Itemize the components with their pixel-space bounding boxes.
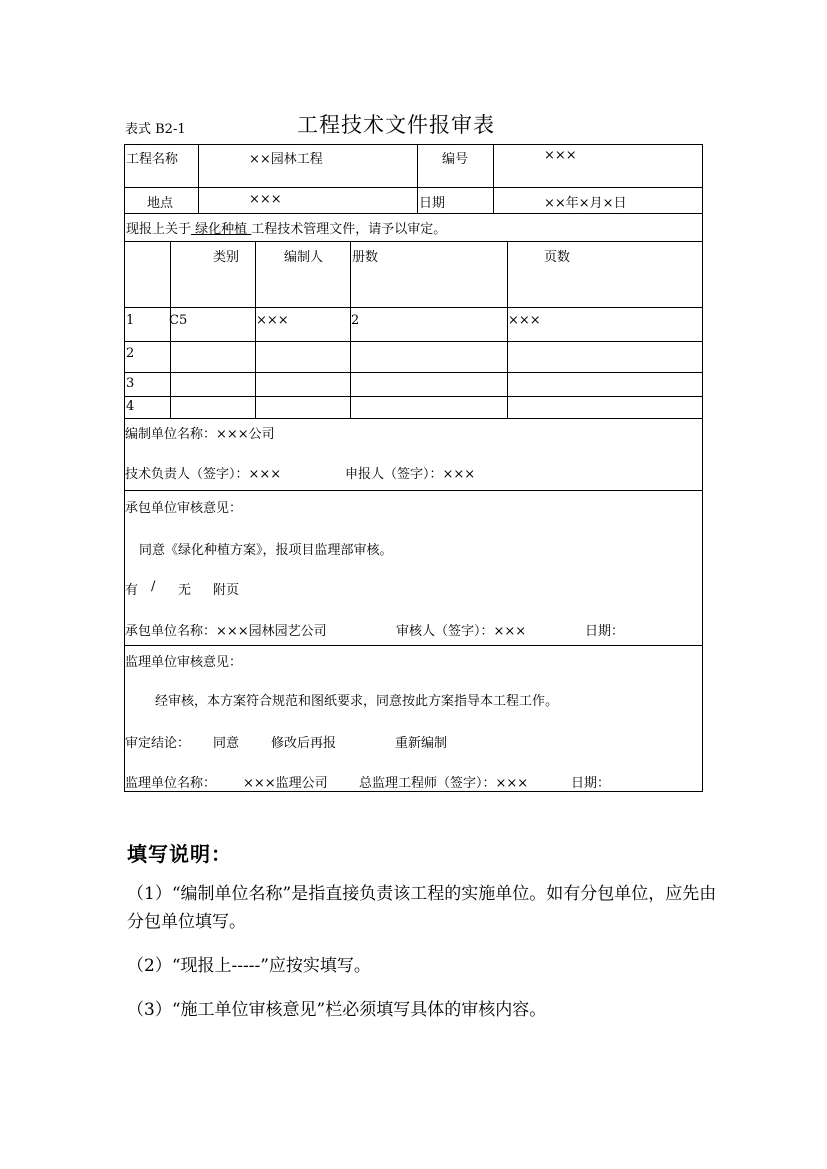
- number-label: 编号: [442, 152, 469, 167]
- contractor-date: 日期：: [585, 624, 625, 639]
- row-pages: ×××: [508, 313, 541, 328]
- note-item: （2）“现报上-----”应按实填写。: [127, 956, 371, 976]
- row-no: 1: [126, 313, 135, 328]
- row-author-cell: [255, 307, 351, 342]
- supervisor-heading: 监理单位审核意见：: [125, 655, 243, 670]
- notes-title: 填写说明：: [127, 842, 232, 866]
- row-author-cell: [255, 396, 351, 419]
- contractor-unit-name: 承包单位名称：×××园林园艺公司: [125, 624, 327, 639]
- note-item: （3）“施工单位审核意见”栏必须填写具体的审核内容。: [127, 1000, 547, 1020]
- row-no: 4: [126, 399, 135, 414]
- location-label-cell: [124, 187, 199, 214]
- row-volumes-cell: [350, 341, 508, 373]
- attachment-separator: /: [151, 579, 156, 594]
- doc-header-volumes: 册数: [352, 250, 379, 265]
- submission-suffix: 工程技术管理文件，请予以审定。: [251, 222, 447, 237]
- row-category-cell: [170, 396, 256, 419]
- supervisor-date: 日期：: [571, 776, 611, 791]
- contractor-reviewer: 审核人（签字）：×××: [396, 624, 527, 639]
- contractor-heading: 承包单位审核意见：: [125, 501, 243, 516]
- number-label-cell: [417, 144, 494, 188]
- row-pages-cell: [507, 341, 703, 373]
- supervisor-opinion: 经审核，本方案符合规范和图纸要求，同意按此方案指导本工程工作。: [155, 694, 559, 709]
- doc-header-author: 编制人: [284, 250, 324, 265]
- table-row: [124, 396, 171, 419]
- supervisor-review-section: [124, 645, 703, 792]
- reporter-signature: 申报人（签字）：×××: [345, 467, 476, 482]
- date-value-cell: [493, 187, 703, 214]
- doc-header-volumes-cell: [350, 241, 508, 308]
- tech-lead-signature: 技术负责人（签字）：×××: [125, 467, 282, 482]
- table-row: [124, 341, 171, 373]
- row-volumes-cell: [350, 307, 508, 342]
- supervisor-unit-value: ×××监理公司: [243, 776, 328, 791]
- doc-header-pages: 页数: [544, 250, 571, 265]
- note-item: （1）“编制单位名称”是指直接负责该工程的实施单位。如有分包单位，应先由分包单位填写。: [127, 884, 717, 932]
- location-value: ×××: [249, 192, 282, 207]
- table-row: [124, 307, 171, 342]
- row-volumes-cell: [350, 372, 508, 397]
- location-value-cell: [198, 187, 418, 214]
- option-recompile: 重新编制: [395, 736, 448, 751]
- row-pages-cell: [507, 396, 703, 419]
- submission-text: [126, 218, 446, 237]
- attachment-label: 附页: [213, 583, 240, 598]
- project-name-value-cell: [198, 144, 418, 188]
- number-value-cell: [493, 144, 703, 188]
- row-pages-cell: [507, 307, 703, 342]
- project-name-label: 工程名称: [126, 152, 179, 167]
- row-category: C5: [169, 313, 188, 328]
- row-author-cell: [255, 372, 351, 397]
- date-label: 日期: [419, 196, 446, 211]
- attachment-yes: 有: [125, 583, 139, 598]
- contractor-review-section: [124, 490, 703, 646]
- row-category-cell: [170, 372, 256, 397]
- option-revise: 修改后再报: [271, 736, 337, 751]
- compiler-unit: 编制单位名称：×××公司: [125, 427, 275, 442]
- attachment-no: 无: [178, 583, 192, 598]
- row-category-cell: [170, 341, 256, 373]
- row-author: ×××: [256, 313, 289, 328]
- chief-engineer-signature: 总监理工程师（签字）：×××: [359, 776, 529, 791]
- conclusion-label: 审定结论：: [125, 736, 191, 751]
- number-value: ×××: [544, 148, 577, 163]
- option-agree: 同意: [213, 736, 240, 751]
- compiler-section: [124, 418, 703, 491]
- submission-row: [124, 213, 703, 242]
- submission-prefix: 现报上关于: [126, 222, 192, 237]
- table-row: [124, 372, 171, 397]
- project-name-value: ××园林工程: [249, 152, 323, 167]
- location-label: 地点: [147, 196, 174, 211]
- project-name-label-cell: [124, 144, 199, 188]
- doc-header-category-cell: [170, 241, 256, 308]
- doc-header-author-cell: [255, 241, 351, 308]
- doc-header-pages-cell: [507, 241, 703, 308]
- row-no: 2: [126, 346, 135, 361]
- form-code: 表式 B2-1: [125, 122, 186, 137]
- submission-subject: 绿化种植: [191, 222, 252, 237]
- contractor-opinion: 同意《绿化种植方案》，报项目监理部审核。: [139, 543, 393, 558]
- row-volumes: 2: [351, 313, 360, 328]
- supervisor-unit-label: 监理单位名称：: [125, 776, 217, 791]
- row-category-cell: [170, 307, 256, 342]
- row-no: 3: [126, 376, 135, 391]
- row-author-cell: [255, 341, 351, 373]
- form-title: 工程技术文件报审表: [297, 113, 495, 137]
- date-value: ××年×月×日: [544, 196, 627, 211]
- row-pages-cell: [507, 372, 703, 397]
- date-label-cell: [417, 187, 494, 214]
- doc-header-no-cell: [124, 241, 171, 308]
- row-volumes-cell: [350, 396, 508, 419]
- doc-header-category: 类别: [213, 250, 240, 265]
